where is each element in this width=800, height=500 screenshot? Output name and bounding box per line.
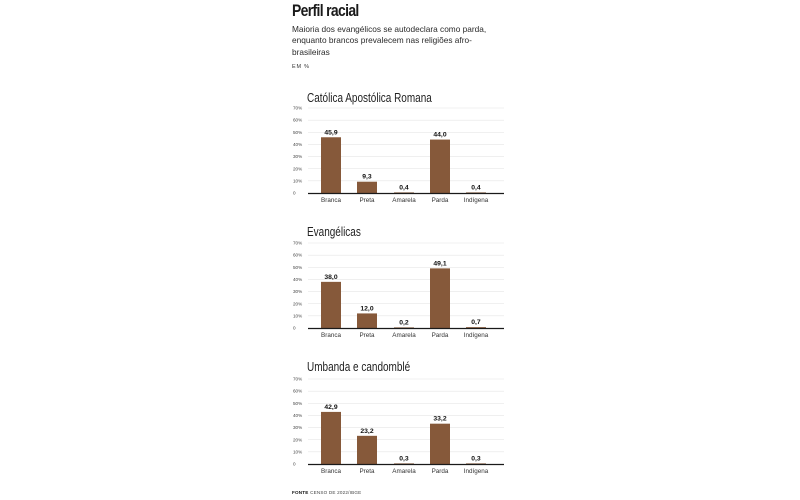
bar [357, 182, 377, 193]
value-label: 33,2 [433, 415, 447, 423]
y-tick-label: 70% [293, 105, 303, 111]
value-label: 12,0 [360, 305, 374, 313]
y-tick-label: 30% [293, 154, 303, 160]
y-tick-label: 40% [293, 142, 303, 148]
source-text: CENSO DE 2022/IBGE [310, 490, 362, 495]
y-tick-label: 20% [293, 166, 303, 172]
bar [430, 424, 450, 464]
y-tick-label: 70% [293, 240, 303, 246]
bar [321, 137, 341, 193]
y-tick-label: 70% [293, 376, 303, 382]
y-tick-label: 10% [293, 178, 303, 184]
bar [430, 140, 450, 193]
panel-title: Evangélicas [307, 226, 361, 240]
y-tick-label: 0 [293, 190, 296, 196]
panel-title: Umbanda e candomblé [307, 361, 411, 375]
category-label: Branca [321, 197, 341, 204]
category-label: Parda [431, 468, 449, 475]
y-tick-label: 60% [293, 252, 303, 258]
y-tick-label: 0 [293, 461, 296, 467]
category-label: Preta [359, 332, 375, 339]
y-tick-label: 30% [293, 425, 303, 431]
value-label: 0,3 [399, 455, 409, 463]
category-label: Branca [321, 468, 341, 475]
value-label: 0,4 [471, 184, 481, 192]
unit-label: EM % [292, 64, 310, 70]
value-label: 0,7 [471, 319, 481, 327]
value-label: 0,4 [399, 184, 409, 192]
y-tick-label: 10% [293, 313, 303, 319]
value-label: 44,0 [433, 131, 447, 139]
y-tick-label: 40% [293, 277, 303, 283]
page-subtitle: Maioria dos evangélicos se autodeclara como parda, enquanto brancos prevalecem nas religiões afro-brasileiras [292, 24, 487, 57]
value-label: 45,9 [324, 129, 338, 137]
page-title: Perfil racial [292, 1, 359, 20]
category-label: Parda [431, 332, 449, 339]
bar [357, 313, 377, 328]
y-tick-label: 30% [293, 289, 303, 295]
y-tick-label: 50% [293, 400, 303, 406]
category-label: Parda [431, 197, 449, 204]
source-note [292, 490, 361, 495]
value-label: 0,3 [471, 455, 481, 463]
value-label: 0,2 [399, 319, 409, 327]
category-label: Amarela [392, 468, 416, 475]
value-label: 38,0 [324, 273, 338, 281]
category-label: Indígena [463, 197, 489, 204]
y-tick-label: 20% [293, 301, 303, 307]
y-tick-label: 60% [293, 117, 303, 123]
value-label: 23,2 [360, 427, 374, 435]
y-tick-label: 10% [293, 449, 303, 455]
panel-title: Católica Apostólica Romana [307, 92, 432, 106]
y-tick-label: 20% [293, 437, 303, 443]
bar [466, 327, 486, 328]
category-label: Indígena [463, 332, 489, 339]
bar [321, 412, 341, 464]
category-label: Amarela [392, 197, 416, 204]
category-label: Indígena [463, 468, 489, 475]
category-label: Amarela [392, 332, 416, 339]
source-label: FONTE [292, 490, 309, 495]
category-label: Preta [359, 468, 375, 475]
bar [430, 268, 450, 328]
y-tick-label: 50% [293, 129, 303, 135]
value-label: 42,9 [324, 403, 338, 411]
bar [321, 282, 341, 328]
bar [357, 436, 377, 464]
y-tick-label: 60% [293, 388, 303, 394]
value-label: 49,1 [433, 260, 447, 268]
y-tick-label: 40% [293, 413, 303, 419]
category-label: Preta [359, 197, 375, 204]
y-tick-label: 0 [293, 325, 296, 331]
y-tick-label: 50% [293, 264, 303, 270]
category-label: Branca [321, 332, 341, 339]
value-label: 9,3 [362, 173, 372, 181]
